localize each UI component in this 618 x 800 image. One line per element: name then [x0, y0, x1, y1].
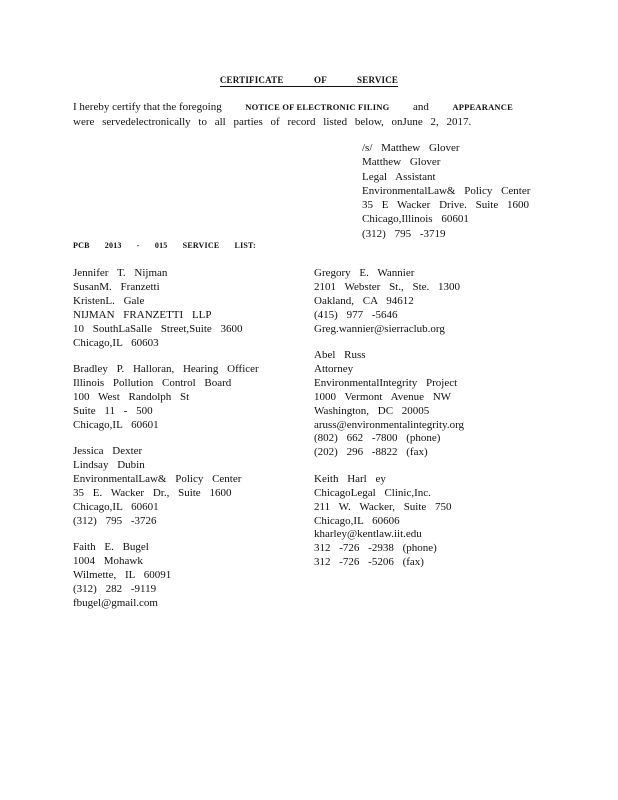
- entry-line: Gregory E. Wannier: [314, 267, 415, 279]
- certification-statement: [73, 100, 513, 130]
- entry-line: 100 West Randolph St: [73, 390, 190, 403]
- statement-line-1: [73, 100, 513, 115]
- entry-line: ChicagoLegal Clinic,Inc.: [314, 486, 431, 499]
- signer-name: Matthew Glover: [362, 156, 441, 169]
- entry-line: EnvironmentalLaw& Policy Center: [73, 472, 242, 485]
- signer-organization: EnvironmentalLaw& Policy Center: [362, 184, 531, 197]
- entry-line: Wilmette, IL 60091: [73, 568, 172, 581]
- entry-line: (312) 282 -9119: [73, 582, 157, 595]
- entry-line: Chicago,IL 60606: [314, 514, 400, 527]
- entry-line: 2101 Webster St., Ste. 1300: [314, 280, 461, 293]
- entry-line: EnvironmentalIntegrity Project: [314, 376, 458, 389]
- entry-line: 312 -726 -2938 (phone): [314, 542, 437, 555]
- service-list-right-column: [314, 267, 544, 583]
- entry-line: Jessica Dexter: [73, 444, 143, 457]
- entry-line: Oakland, CA 94612: [314, 294, 414, 307]
- entry-line: 1004 Mohawk: [73, 554, 143, 567]
- service-list-heading: PCB 2013 - 015 SERVICE LIST:: [73, 241, 256, 250]
- entry-line: 312 -726 -5206 (fax): [314, 556, 424, 569]
- service-entry: [73, 541, 303, 611]
- entry-email: kharley@kentlaw.iit.edu: [314, 528, 422, 541]
- entry-line: Faith E. Bugel: [73, 540, 149, 553]
- certificate-title: [0, 75, 618, 85]
- service-entry: [314, 267, 544, 337]
- service-entry: [73, 267, 303, 350]
- signature-line: /s/ Matthew Glover: [362, 142, 460, 154]
- entry-line: Abel Russ: [314, 349, 366, 362]
- entry-line: SusanM. Franzetti: [73, 280, 160, 293]
- service-entry: [314, 349, 544, 460]
- entry-line: (202) 296 -8822 (fax): [314, 446, 428, 459]
- entry-line: Jennifer T. Nijman: [73, 267, 168, 279]
- entry-line: (312) 795 -3726: [73, 514, 157, 527]
- statement-conjunction: and: [413, 101, 429, 113]
- signature-block: [362, 141, 562, 241]
- document-name-appearance: APPEARANCE: [452, 102, 513, 112]
- statement-line-2: were servedelectronically to all parties of record listed below, onJune 2, 2017.: [73, 116, 472, 128]
- signer-phone: (312) 795 -3719: [362, 227, 446, 240]
- entry-email: fbugel@gmail.com: [73, 596, 158, 609]
- entry-line: Attorney: [314, 362, 354, 375]
- entry-line: Illinois Pollution Control Board: [73, 376, 232, 389]
- certificate-title-text: CERTIFICATE OF SERVICE: [219, 75, 399, 85]
- entry-line: 35 E. Wacker Dr., Suite 1600: [73, 486, 232, 499]
- signer-city: Chicago,Illinois 60601: [362, 213, 469, 226]
- entry-line: Lindsay Dubin: [73, 458, 145, 471]
- entry-line: 211 W. Wacker, Suite 750: [314, 500, 452, 513]
- service-list-left-column: [73, 267, 303, 623]
- entry-line: KristenL. Gale: [73, 294, 145, 307]
- signer-title: Legal Assistant: [362, 170, 436, 183]
- document-name-notice: NOTICE OF ELECTRONIC FILING: [245, 102, 390, 112]
- entry-line: Bradley P. Halloran, Hearing Officer: [73, 362, 259, 375]
- service-entry: [314, 473, 544, 570]
- entry-line: 1000 Vermont Avenue NW: [314, 390, 452, 403]
- entry-email: Greg.wannier@sierraclub.org: [314, 322, 445, 335]
- entry-line: Washington, DC 20005: [314, 404, 430, 417]
- entry-line: Chicago,IL 60601: [73, 500, 159, 513]
- service-entry: [73, 363, 303, 433]
- entry-line: (802) 662 -7800 (phone): [314, 432, 441, 445]
- entry-line: Keith Harl ey: [314, 472, 386, 485]
- statement-prefix: I hereby certify that the foregoing: [73, 101, 222, 113]
- entry-line: (415) 977 -5646: [314, 308, 398, 321]
- service-entry: [73, 445, 303, 528]
- entry-line: Chicago,IL 60603: [73, 336, 159, 349]
- entry-email: aruss@environmentalintegrity.org: [314, 418, 465, 431]
- entry-line: NIJMAN FRANZETTI LLP: [73, 308, 212, 321]
- entry-line: Chicago,IL 60601: [73, 418, 159, 431]
- signer-street: 35 E Wacker Drive. Suite 1600: [362, 199, 529, 212]
- entry-line: Suite 11 - 500: [73, 404, 153, 417]
- entry-line: 10 SouthLaSalle Street,Suite 3600: [73, 322, 243, 335]
